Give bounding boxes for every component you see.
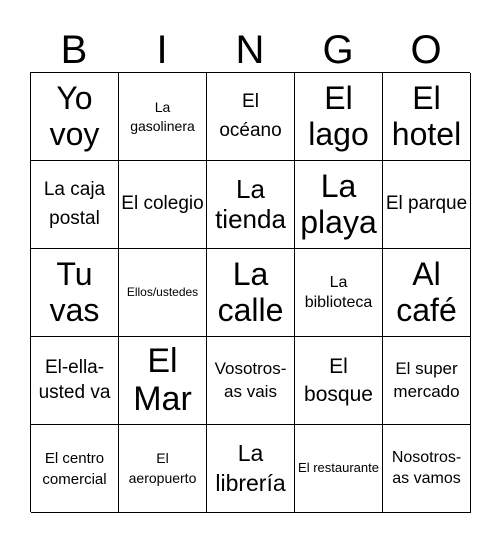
bingo-cell[interactable] [383,337,471,425]
bingo-cell-text: La librería [215,439,286,496]
bingo-cell[interactable] [31,249,119,337]
bingo-cell[interactable] [295,425,383,513]
bingo-cell-text: El bosque [304,355,373,406]
bingo-cell-text: Ellos/ustedes [126,285,199,300]
header-letter-b: B [60,28,88,72]
bingo-cell[interactable] [119,73,207,161]
bingo-cell[interactable] [119,337,207,425]
header-letter-n: N [235,28,265,72]
bingo-cell-text: La biblioteca [304,273,373,311]
bingo-cell-text: La caja postal [43,179,106,229]
bingo-cell[interactable] [119,249,207,337]
bingo-cell[interactable] [207,73,295,161]
bingo-cell-text: El super mercado [393,359,460,401]
bingo-cell-text: El Mar [133,342,192,418]
bingo-cell-text: El colegio [121,193,204,215]
bingo-cell-text: El océano [219,91,282,141]
bingo-cell[interactable] [207,249,295,337]
bingo-cell[interactable] [295,161,383,249]
bingo-cell-text: El lago [308,80,369,152]
bingo-cell-text: La gasolinera [130,99,195,134]
bingo-cell-text: La calle [217,256,284,328]
bingo-board [30,72,470,512]
bingo-cell[interactable] [207,425,295,513]
bingo-cell-text: El parque [385,193,468,215]
bingo-cell[interactable] [295,249,383,337]
bingo-cell-text: El aeropuerto [128,449,197,486]
bingo-cell[interactable] [31,73,119,161]
bingo-cell[interactable] [383,161,471,249]
bingo-cell-text: Nosotros-as vamos [391,448,462,487]
bingo-cell-text: La tienda [215,173,286,234]
bingo-cell[interactable] [383,73,471,161]
bingo-cell-text: Al café [396,256,457,328]
bingo-cell-text: Tu vas [49,256,100,328]
bingo-cell-text: La playa [300,168,377,240]
bingo-cell-text: Yo voy [49,80,100,152]
bingo-cell[interactable] [383,425,471,513]
bingo-cell-text: El hotel [391,80,462,152]
bingo-cell[interactable] [295,337,383,425]
bingo-cell[interactable] [207,161,295,249]
bingo-cell[interactable] [31,337,119,425]
bingo-cell-text: Vosotros-as vais [214,359,287,401]
bingo-cell[interactable] [383,249,471,337]
bingo-cell-text: El centro comercial [42,449,107,488]
bingo-cell[interactable] [119,161,207,249]
header-letter-i: I [156,28,168,72]
bingo-cell-text: El-ella-usted va [38,356,111,403]
bingo-header [30,28,470,72]
header-letter-o: O [410,28,442,72]
bingo-cell[interactable] [31,425,119,513]
bingo-cell[interactable] [207,337,295,425]
bingo-cell-text: El restaurante [298,460,379,476]
header-letter-g: G [322,28,354,72]
bingo-cell[interactable] [31,161,119,249]
bingo-cell[interactable] [119,425,207,513]
bingo-cell[interactable] [295,73,383,161]
